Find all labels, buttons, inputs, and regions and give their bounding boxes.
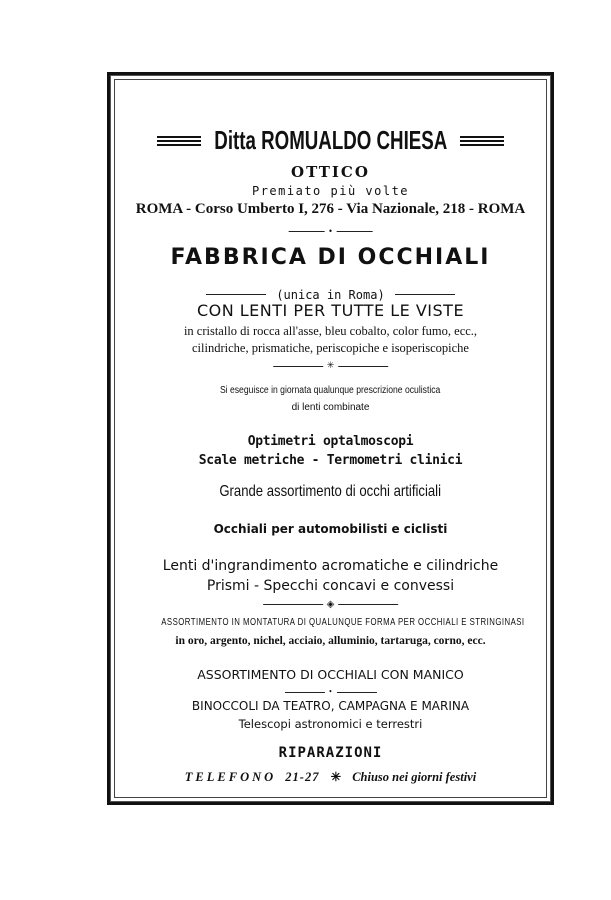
handle-glasses: ASSORTIMENTO DI OCCHIALI CON MANICO (197, 667, 464, 682)
binoculars-line: BINOCCOLI DA TEATRO, CAMPAGNA E MARINA (191, 699, 470, 713)
company-prefix: Ditta (214, 125, 256, 155)
instruments-line-1: Optimetri optalmoscopi (247, 434, 414, 449)
lenses-title: CON LENTI PER TUTTE LE VISTE (196, 301, 465, 320)
ornament-separator-4 (284, 688, 376, 696)
magnifying-line-1: Lenti d'ingrandimento acromatiche e cilindriche (162, 558, 499, 574)
profession: OTTICO (291, 163, 370, 181)
lenses-line-2: cilindriche, prismatiche, periscopiche e isoperiscopiche (192, 341, 469, 355)
dot-ornament-2: • (328, 688, 333, 696)
unique-note-row (110, 280, 551, 302)
ornament-separator-3 (263, 599, 399, 610)
dot-ornament: • (328, 227, 333, 236)
closed-note: Chiuso nei giorni festivi (352, 770, 477, 784)
unique-note: (unica in Roma) (276, 287, 385, 302)
advertisement-frame (107, 72, 554, 805)
frames-line-2: in oro, argento, nichel, acciaio, alluminio, tartaruga, corno, ecc. (175, 635, 486, 647)
instruments-line-2: Scale metriche - Termometri clinici (198, 453, 463, 468)
ornament-separator-1 (288, 227, 373, 236)
footer-star-ornament: ✳ (330, 770, 342, 784)
telescopes-line: Telescopi astronomici e terrestri (238, 717, 423, 731)
frames-line-1: ASSORTIMENTO IN MONTATURA DI QUALUNQUE FORMA PER OCCHIALI E STRINGINASI (161, 617, 525, 628)
artificial-eyes: Grande assortimento di occhi artificiali (219, 483, 442, 500)
phone-label: TELEFONO (184, 770, 277, 784)
triple-rule-left (157, 136, 201, 146)
repairs-heading: RIPARAZIONI (278, 745, 383, 761)
prescription-line-2: di lenti combinate (291, 402, 370, 413)
award-line: Premiato più volte (251, 184, 410, 198)
vehicle-glasses: Occhiali per automobilisti e ciclisti (213, 522, 448, 536)
star-ornament: ✳ (326, 361, 335, 371)
company-title (110, 125, 551, 156)
triple-rule-right (460, 136, 504, 146)
address-line: ROMA - Corso Umberto I, 276 - Via Nazionale, 218 - ROMA (135, 201, 526, 217)
magnifying-line-2: Prismi - Specchi concavi e convessi (206, 578, 455, 594)
diamond-ornament: ◈ (326, 599, 335, 610)
lenses-line-1: in cristallo di rocca all'asse, bleu cobalto, color fumo, ecc., (183, 324, 478, 338)
ornament-separator-2 (273, 361, 389, 371)
headline: FABBRICA DI OCCHIALI (170, 245, 491, 270)
company-name: ROMUALDO CHIESA (260, 125, 447, 155)
phone-number: 21-27 (285, 770, 320, 784)
prescription-line-1: Si eseguisce in giornata qualunque prescrizione oculistica (220, 385, 441, 396)
footer-line (110, 769, 551, 785)
